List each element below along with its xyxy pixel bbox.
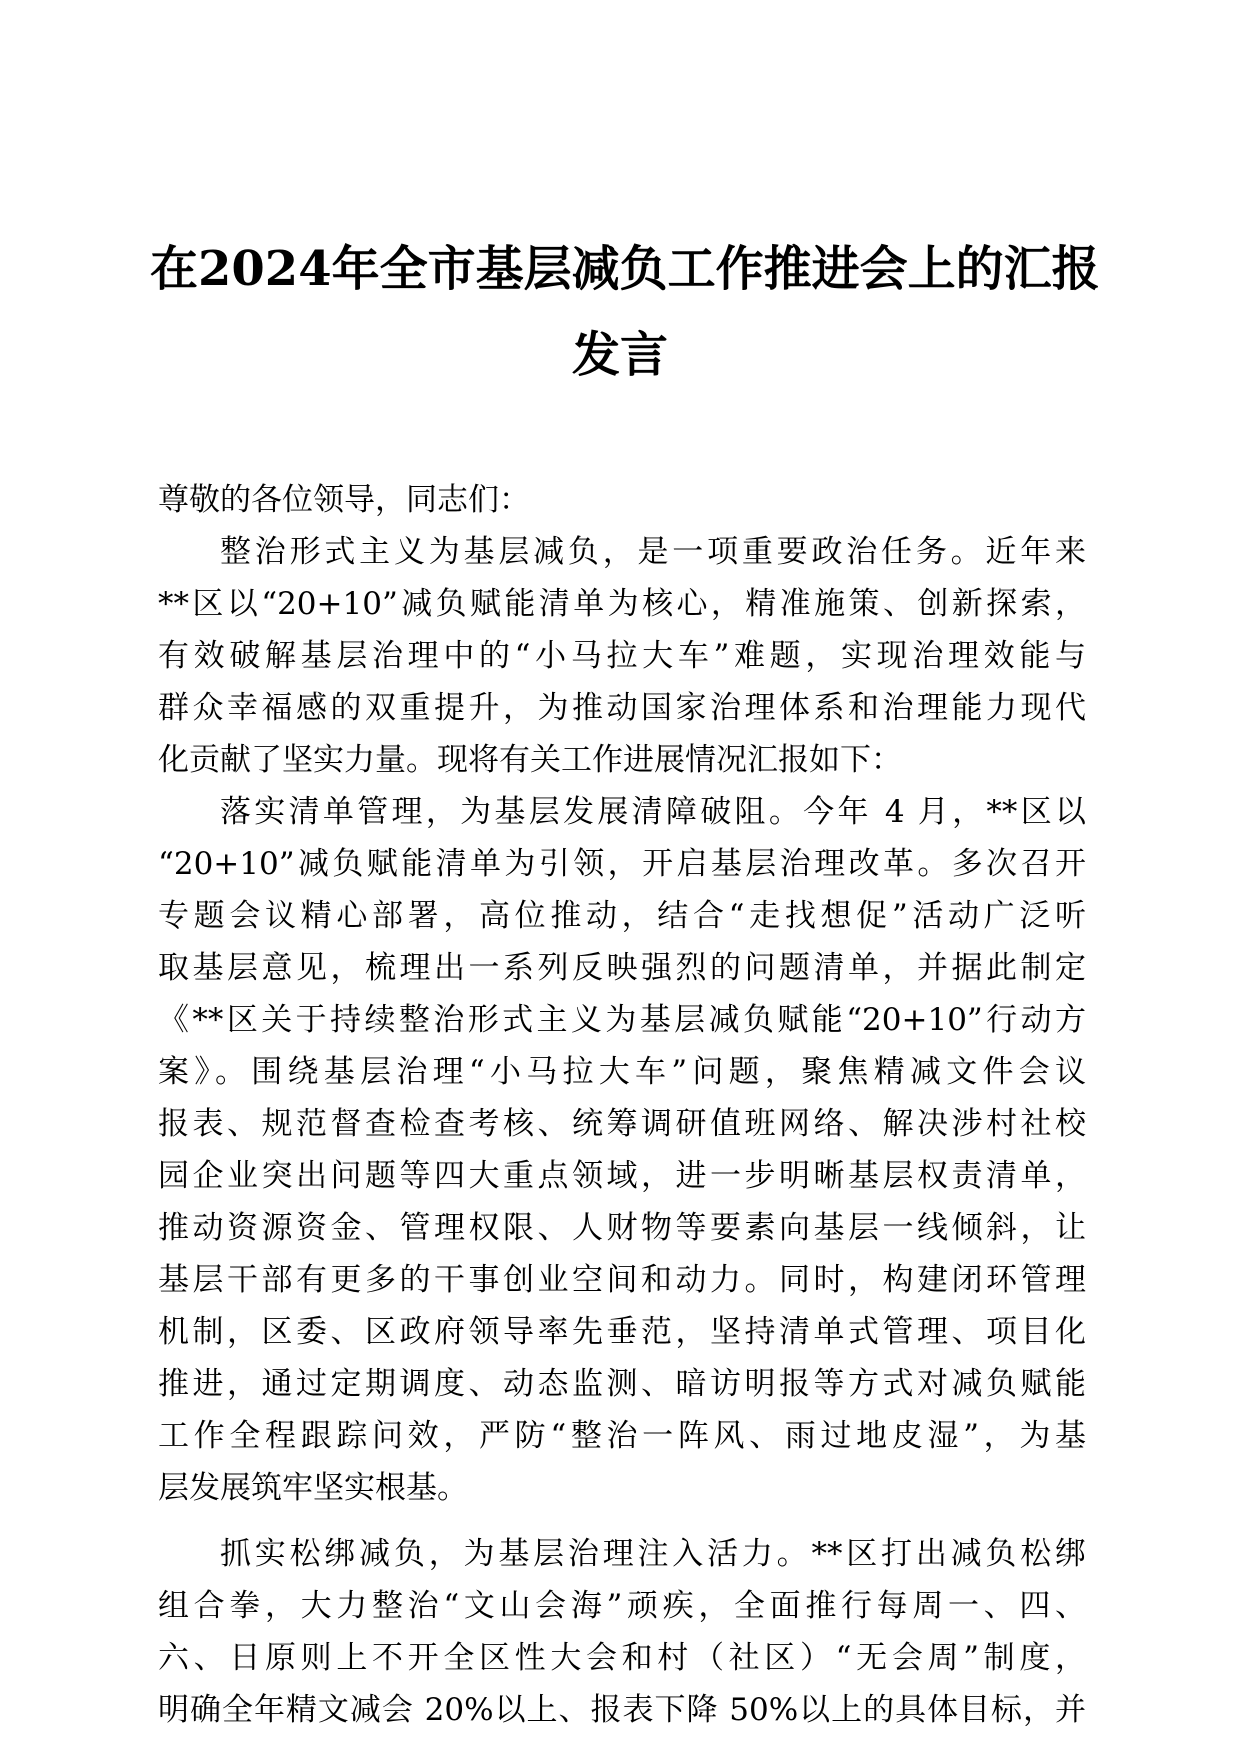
title-line-1: 在2024年全市基层减负工作推进会上的汇报 — [150, 241, 1100, 297]
paragraph-line: 抓实松绑减负，为基层治理注入活力。**区打出减负松绑 — [220, 1536, 1086, 1572]
paragraph-line: 推进，通过定期调度、动态监测、暗访明报等方式对减负赋能 — [158, 1366, 1086, 1402]
paragraph-line: 报表、规范督查检查考核、统筹调研值班网络、解决涉村社校 — [158, 1106, 1086, 1142]
paragraph-line: 机制，区委、区政府领导率先垂范，坚持清单式管理、项目化 — [158, 1314, 1086, 1350]
paragraph-line: 有效破解基层治理中的“小马拉大车”难题，实现治理效能与 — [158, 638, 1086, 674]
paragraph-line: 层发展筑牢坚实根基。 — [158, 1470, 468, 1506]
paragraph-line: **区以“20+10”减负赋能清单为核心，精准施策、创新探索， — [158, 586, 1086, 622]
paragraph-line: 专题会议精心部署，高位推动，结合“走找想促”活动广泛听 — [158, 898, 1086, 934]
paragraph-1 — [158, 526, 1086, 786]
paragraph-line: 基层干部有更多的干事创业空间和动力。同时，构建闭环管理 — [158, 1262, 1086, 1298]
paragraph-line: 化贡献了坚实力量。现将有关工作进展情况汇报如下： — [158, 742, 902, 778]
salutation: 尊敬的各位领导，同志们： — [158, 482, 530, 518]
paragraph-line: 案》。围绕基层治理“小马拉大车”问题，聚焦精减文件会议 — [158, 1054, 1086, 1090]
paragraph-line: 推动资源资金、管理权限、人财物等要素向基层一线倾斜，让 — [158, 1210, 1086, 1246]
paragraph-line: “20+10”减负赋能清单为引领，开启基层治理改革。多次召开 — [158, 846, 1086, 882]
paragraph-line: 群众幸福感的双重提升，为推动国家治理体系和治理能力现代 — [158, 690, 1086, 726]
paragraph-line: 工作全程跟踪问效，严防“整治一阵风、雨过地皮湿”，为基 — [158, 1418, 1086, 1454]
paragraph-line: 园企业突出问题等四大重点领域，进一步明晰基层权责清单， — [158, 1158, 1086, 1194]
document-title — [150, 226, 1100, 398]
paragraph-line: 整治形式主义为基层减负，是一项重要政治任务。近年来 — [220, 534, 1086, 570]
paragraph-line: 六、日原则上不开全区性大会和村（社区）“无会周”制度， — [158, 1640, 1086, 1676]
paragraph-line: 明确全年精文减会 20%以上、报表下降 50%以上的具体目标，并 — [158, 1692, 1086, 1728]
document-body — [158, 474, 1086, 1736]
paragraph-line: 取基层意见，梳理出一系列反映强烈的问题清单，并据此制定 — [158, 950, 1086, 986]
paragraph-line: 组合拳，大力整治“文山会海”顽疾，全面推行每周一、四、 — [158, 1588, 1086, 1624]
paragraph-2 — [158, 786, 1086, 1514]
paragraph-line: 落实清单管理，为基层发展清障破阻。今年 4 月，**区以 — [220, 794, 1086, 830]
paragraph-3 — [158, 1528, 1086, 1736]
title-line-2: 发言 — [571, 327, 668, 383]
paragraph-line: 《**区关于持续整治形式主义为基层减负赋能“20+10”行动方 — [158, 1002, 1086, 1038]
